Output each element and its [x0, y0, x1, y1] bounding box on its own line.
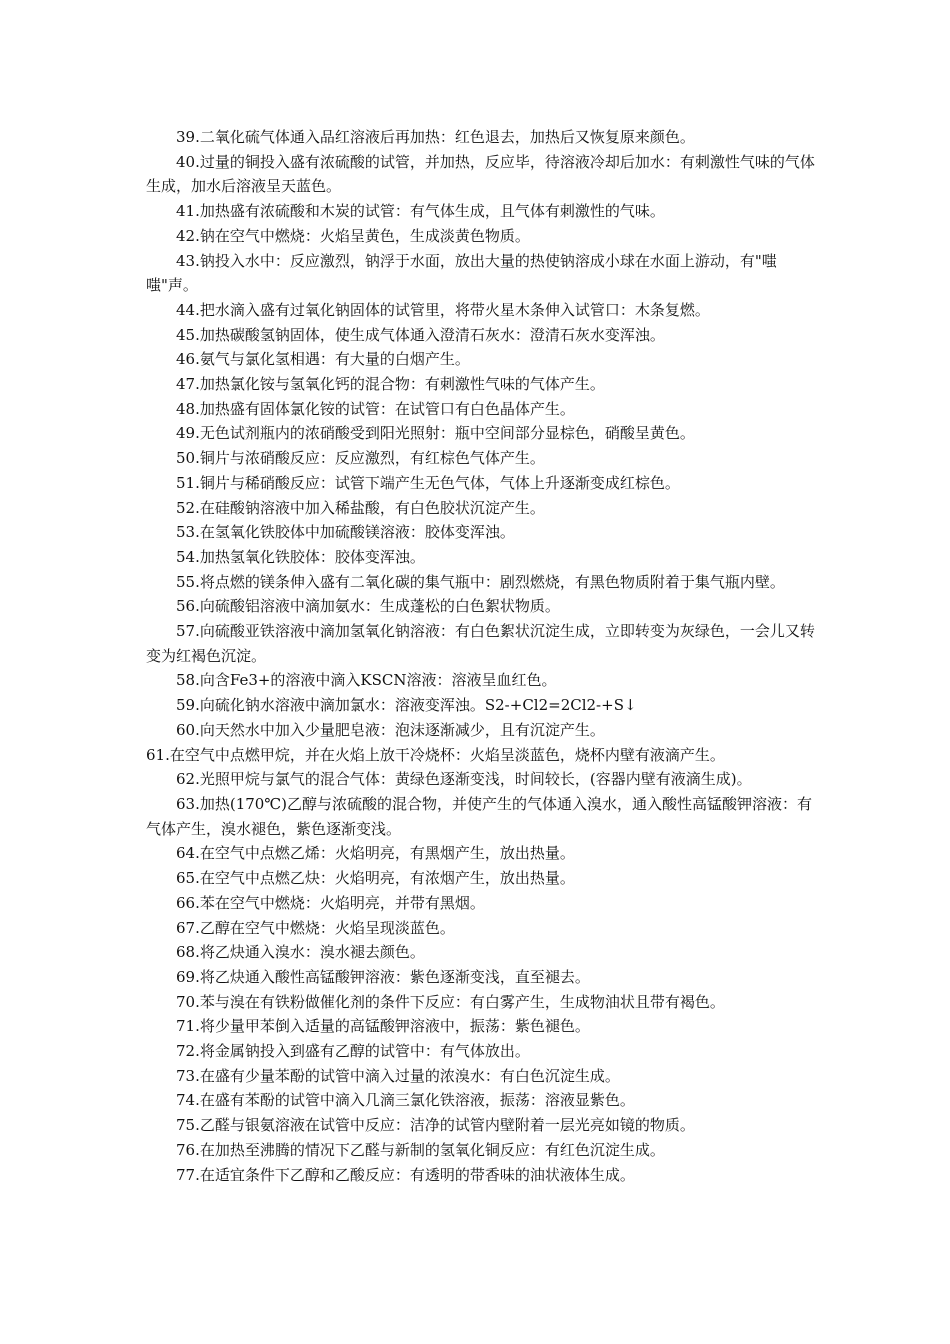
experiment-item: 68.将乙炔通入溴水：溴水褪去颜色。 — [176, 943, 425, 962]
experiment-item: 65.在空气中点燃乙炔：火焰明亮，有浓烟产生，放出热量。 — [176, 869, 575, 888]
experiment-item: 69.将乙炔通入酸性高锰酸钾溶液：紫色逐渐变浅，直至褪去。 — [176, 967, 590, 986]
experiment-item: 57.向硫酸亚铁溶液中滴加氢氧化钠溶液：有白色絮状沉淀生成，立即转变为灰绿色，一会儿又转变为红褐色沉淀。 — [146, 622, 815, 665]
experiment-item: 74.在盛有苯酚的试管中滴入几滴三氯化铁溶液，振荡：溶液显紫色。 — [176, 1091, 635, 1110]
experiment-item: 58.向含Fe3+的溶液中滴入KSCN溶液：溶液呈血红色。 — [176, 671, 557, 690]
experiment-item: 72.将金属钠投入到盛有乙醇的试管中：有气体放出。 — [176, 1042, 530, 1061]
experiment-list — [146, 125, 826, 1187]
experiment-item: 50.铜片与浓硝酸反应：反应激烈，有红棕色气体产生。 — [176, 449, 545, 468]
experiment-item: 53.在氢氧化铁胶体中加硫酸镁溶液：胶体变浑浊。 — [176, 523, 515, 542]
experiment-item: 44.把水滴入盛有过氧化钠固体的试管里，将带火星木条伸入试管口：木条复燃。 — [176, 300, 710, 319]
experiment-item: 39.二氧化硫气体通入品红溶液后再加热：红色退去，加热后又恢复原来颜色。 — [176, 128, 695, 146]
experiment-item: 47.加热氯化铵与氢氧化钙的混合物：有刺激性气味的气体产生。 — [176, 375, 605, 394]
experiment-item: 41.加热盛有浓硫酸和木炭的试管：有气体生成，且气体有刺激性的气味。 — [176, 202, 665, 221]
experiment-item: 73.在盛有少量苯酚的试管中滴入过量的浓溴水：有白色沉淀生成。 — [176, 1066, 620, 1085]
experiment-item: 42.钠在空气中燃烧：火焰呈黄色，生成淡黄色物质。 — [176, 226, 530, 245]
experiment-item: 59.向硫化钠水溶液中滴加氯水：溶液变浑浊。S2-+Cl2=2Cl2-+S↓ — [176, 696, 637, 715]
experiment-item: 70.苯与溴在有铁粉做催化剂的条件下反应：有白雾产生，生成物油状且带有褐色。 — [176, 992, 725, 1011]
experiment-item: 48.加热盛有固体氯化铵的试管：在试管口有白色晶体产生。 — [176, 399, 575, 418]
experiment-item: 51.铜片与稀硝酸反应：试管下端产生无色气体，气体上升逐渐变成红棕色。 — [176, 473, 680, 492]
experiment-item: 63.加热(170℃)乙醇与浓硫酸的混合物，并使产生的气体通入溴水，通入酸性高锰酸钾溶液：有气体产生，溴水褪色，紫色逐渐变浅。 — [146, 794, 812, 838]
experiment-item: 66.苯在空气中燃烧：火焰明亮，并带有黑烟。 — [176, 893, 485, 912]
experiment-item: 64.在空气中点燃乙烯：火焰明亮，有黑烟产生，放出热量。 — [176, 844, 575, 863]
experiment-item: 52.在硅酸钠溶液中加入稀盐酸，有白色胶状沉淀产生。 — [176, 498, 545, 517]
experiment-item: 46.氨气与氯化氢相遇：有大量的白烟产生。 — [176, 350, 470, 369]
experiment-item: 55.将点燃的镁条伸入盛有二氧化碳的集气瓶中：剧烈燃烧，有黑色物质附着于集气瓶内壁。 — [176, 572, 785, 591]
experiment-item: 61.在空气中点燃甲烷，并在火焰上放干冷烧杯：火焰呈淡蓝色，烧杯内壁有液滴产生。 — [146, 745, 725, 764]
experiment-item: 62.光照甲烷与氯气的混合气体：黄绿色逐渐变浅，时间较长，(容器内壁有液滴生成)。 — [176, 770, 752, 789]
experiment-item: 56.向硫酸铝溶液中滴加氨水：生成蓬松的白色絮状物质。 — [176, 597, 560, 616]
experiment-item: 71.将少量甲苯倒入适量的高锰酸钾溶液中，振荡：紫色褪色。 — [176, 1017, 590, 1036]
experiment-item: 67.乙醇在空气中燃烧：火焰呈现淡蓝色。 — [176, 918, 455, 937]
experiment-item: 40.过量的铜投入盛有浓硫酸的试管，并加热，反应毕，待溶液冷却后加水：有刺激性气味的气体生成，加水后溶液呈天蓝色。 — [146, 152, 815, 196]
experiment-item: 76.在加热至沸腾的情况下乙醛与新制的氢氧化铜反应：有红色沉淀生成。 — [176, 1140, 665, 1159]
experiment-item: 49.无色试剂瓶内的浓硝酸受到阳光照射：瓶中空间部分显棕色，硝酸呈黄色。 — [176, 424, 695, 443]
experiment-item: 43.钠投入水中：反应激烈，钠浮于水面，放出大量的热使钠溶成小球在水面上游动，有"嗤嗤"声。 — [146, 251, 777, 295]
experiment-item: 60.向天然水中加入少量肥皂液：泡沫逐渐减少，且有沉淀产生。 — [176, 720, 605, 739]
experiment-item: 77.在适宜条件下乙醇和乙酸反应：有透明的带香味的油状液体生成。 — [176, 1165, 635, 1184]
experiment-item: 45.加热碳酸氢钠固体，使生成气体通入澄清石灰水：澄清石灰水变浑浊。 — [176, 325, 665, 344]
experiment-item: 75.乙醛与银氨溶液在试管中反应：洁净的试管内壁附着一层光亮如镜的物质。 — [176, 1116, 695, 1135]
experiment-item: 54.加热氢氧化铁胶体：胶体变浑浊。 — [176, 547, 425, 566]
